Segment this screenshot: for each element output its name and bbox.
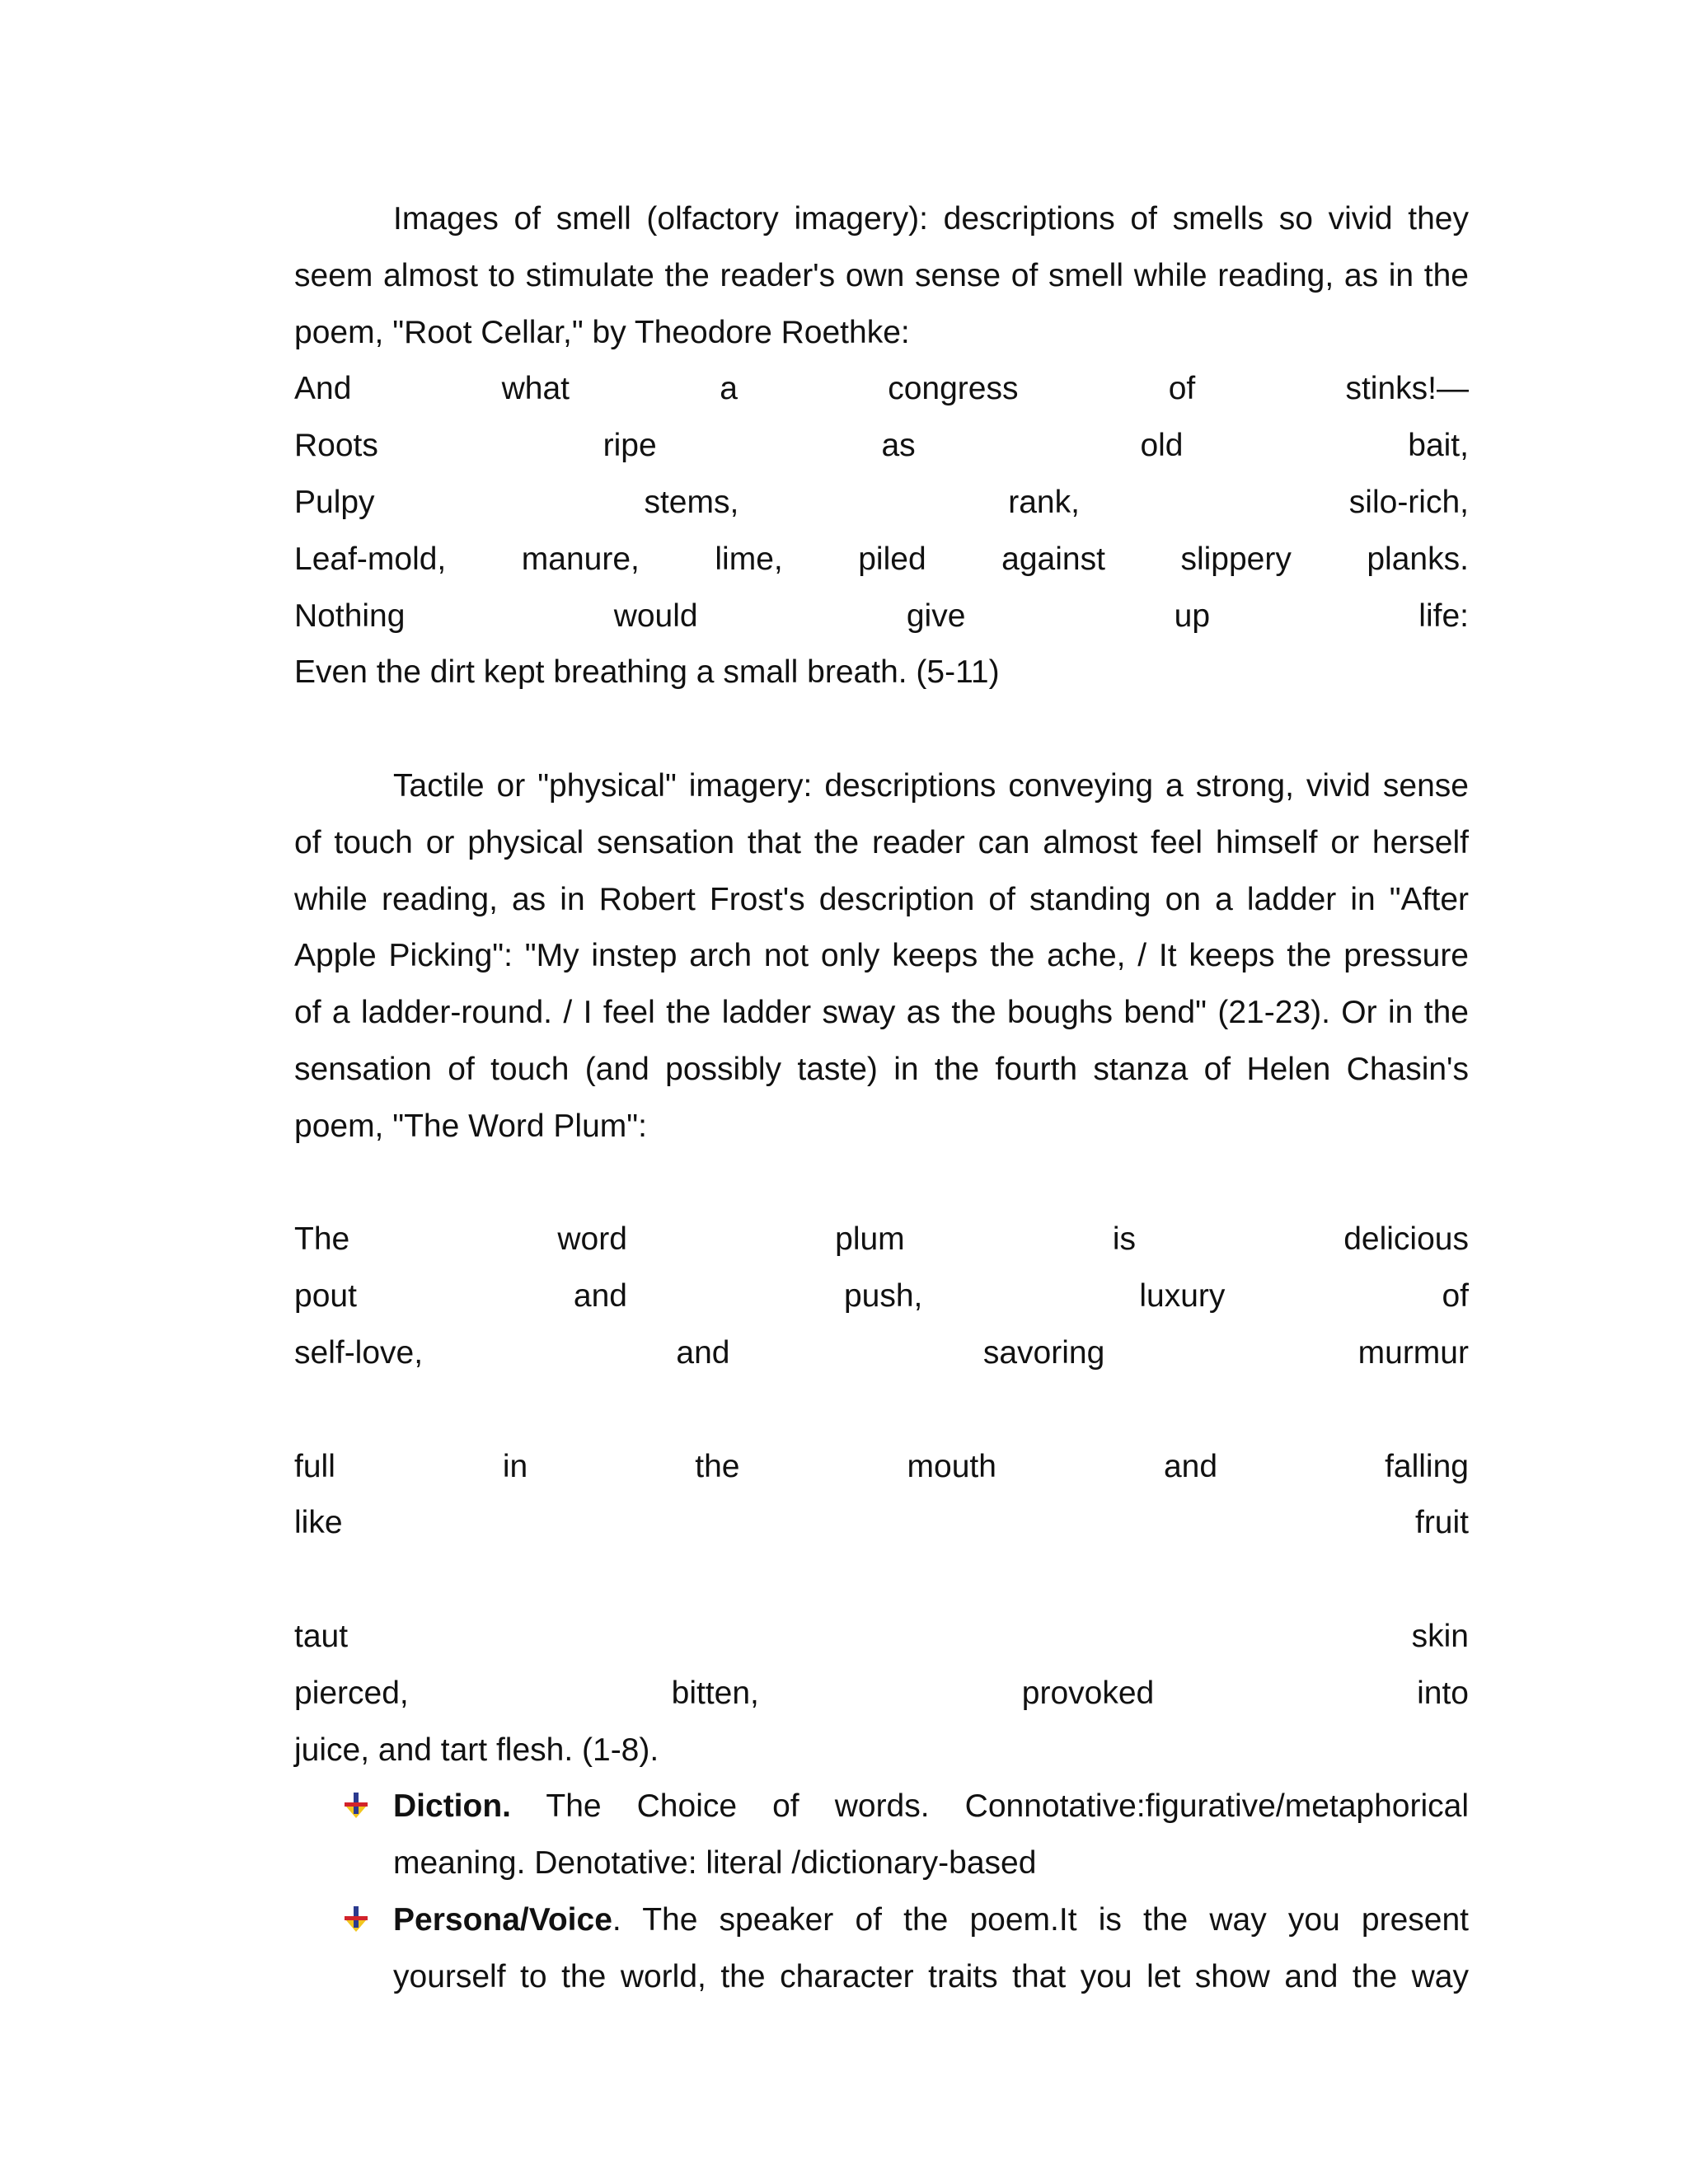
poem-word: pout — [294, 1278, 357, 1315]
poem-word: would — [613, 598, 698, 634]
poem-word: Roots — [294, 428, 378, 464]
poem-word: and — [573, 1278, 627, 1315]
poem-word: Leaf-mold, — [294, 541, 447, 577]
poem-word: bait, — [1408, 428, 1469, 464]
poem-line — [294, 475, 1469, 532]
bullet-definition: The Choice of words. Connotative:figurative/metaphorical — [546, 1788, 1469, 1825]
poem-word: of — [1168, 371, 1196, 407]
poem-word: delicious — [1343, 1221, 1469, 1258]
poem-word: Pulpy — [294, 484, 375, 520]
poem-word: the — [695, 1448, 740, 1484]
poem-word: mouth — [907, 1448, 996, 1484]
poem-word: taut — [294, 1618, 349, 1654]
poem-word: plum — [835, 1221, 905, 1258]
arrow-down-bullet-icon — [342, 1792, 370, 1820]
poem-line — [294, 1609, 1469, 1666]
bullet-line — [393, 1892, 1469, 1949]
bullet-definition: . The speaker of the poem.It is the way you present — [612, 1901, 1469, 1938]
poem-line — [294, 588, 1469, 645]
poem-line — [294, 1325, 1469, 1382]
blank-line — [294, 1552, 1469, 1609]
text-line: Images of smell (olfactory imagery): descriptions of smells so vivid they — [393, 201, 1469, 237]
poem-word: into — [1417, 1675, 1469, 1711]
poem-word: a — [720, 371, 738, 407]
poem-word: provoked — [1021, 1675, 1155, 1711]
poem-word: self-love, — [294, 1334, 424, 1371]
poem-word: congress — [888, 371, 1019, 407]
poem-citation-line: Even the dirt kept breathing a small breath. (5-11) — [294, 654, 1000, 691]
bullet-term: Diction. — [393, 1788, 511, 1825]
poem-line — [294, 1439, 1469, 1496]
poem-word-plum — [294, 1212, 1469, 1779]
poem-word: piled — [858, 541, 926, 577]
poem-word: against — [1001, 541, 1105, 577]
bullet-item-diction — [294, 1779, 1469, 1892]
poem-word: what — [501, 371, 570, 407]
poem-line — [294, 532, 1469, 588]
poem-word: word — [557, 1221, 627, 1258]
poem-word: manure, — [521, 541, 640, 577]
poem-line — [294, 1212, 1469, 1268]
blank-line — [294, 701, 1469, 758]
paragraph-tactile — [294, 758, 1469, 1155]
poem-word: like — [294, 1505, 343, 1541]
text-line: poem, "Root Cellar," by Theodore Roethke: — [294, 314, 910, 350]
poem-word: planks. — [1367, 541, 1469, 577]
document-page — [294, 191, 1469, 2006]
poem-word: give — [906, 598, 966, 634]
poem-citation-line: juice, and tart flesh. (1-8). — [294, 1732, 659, 1768]
poem-word: of — [1442, 1278, 1469, 1315]
poem-word: savoring — [982, 1334, 1105, 1371]
poem-word: lime, — [715, 541, 783, 577]
bullet-item-persona-voice — [294, 1892, 1469, 2006]
poem-word: life: — [1418, 598, 1469, 634]
poem-word: pierced, — [294, 1675, 409, 1711]
poem-word: stems, — [644, 484, 739, 520]
poem-word: stinks!— — [1345, 371, 1469, 407]
poem-word: silo-rich, — [1348, 484, 1469, 520]
poem-word: The — [294, 1221, 350, 1258]
text-line: of a ladder-round. / I feel the ladder sway as the boughs bend" (21-23). Or in the — [294, 995, 1469, 1031]
blank-line — [294, 1382, 1469, 1439]
poem-word: old — [1140, 428, 1184, 464]
text-line: of touch or physical sensation that the reader can almost feel himself or herself — [294, 824, 1469, 860]
poem-word: fruit — [1414, 1505, 1469, 1541]
poem-word: luxury — [1139, 1278, 1226, 1315]
poem-word: Nothing — [294, 598, 406, 634]
arrow-down-bullet-icon — [342, 1905, 370, 1933]
poem-word: and — [676, 1334, 730, 1371]
poem-line — [294, 1495, 1469, 1552]
text-line: poem, "The Word Plum": — [294, 1108, 647, 1144]
poem-root-cellar — [294, 361, 1469, 701]
text-line: Apple Picking": "My instep arch not only keeps the ache, / It keeps the pressure — [294, 938, 1469, 974]
poem-word: is — [1112, 1221, 1137, 1258]
bullet-line: yourself to the world, the character traits that you let show and the way — [393, 1958, 1469, 1994]
poem-line — [294, 1268, 1469, 1325]
poem-word: up — [1174, 598, 1211, 634]
text-line: Tactile or "physical" imagery: descriptions conveying a strong, vivid sense — [393, 767, 1469, 804]
bullet-line — [393, 1779, 1469, 1835]
bullet-term: Persona/Voice — [393, 1901, 612, 1938]
poem-word: ripe — [603, 428, 657, 464]
poem-line — [294, 418, 1469, 475]
poem-word: murmur — [1357, 1334, 1469, 1371]
text-line: sensation of touch (and possibly taste) in the fourth stanza of Helen Chasin's — [294, 1051, 1469, 1087]
bullet-line: meaning. Denotative: literal /dictionary-based — [393, 1845, 1037, 1882]
poem-word: slippery — [1180, 541, 1292, 577]
blank-line — [294, 1155, 1469, 1212]
paragraph-olfactory — [294, 191, 1469, 361]
poem-word: skin — [1411, 1618, 1469, 1654]
poem-word: bitten, — [671, 1675, 759, 1711]
poem-line — [294, 1666, 1469, 1722]
poem-word: push, — [843, 1278, 923, 1315]
poem-word: falling — [1385, 1448, 1469, 1484]
poem-line — [294, 361, 1469, 418]
poem-word: full — [294, 1448, 335, 1484]
poem-word: in — [502, 1448, 528, 1484]
text-line: while reading, as in Robert Frost's description of standing on a ladder in "After — [294, 881, 1469, 917]
poem-word: and — [1163, 1448, 1218, 1484]
poem-word: as — [881, 428, 916, 464]
poem-word: rank, — [1008, 484, 1080, 520]
text-line: seem almost to stimulate the reader's own sense of smell while reading, as in the — [294, 257, 1469, 293]
poem-word: And — [294, 371, 352, 407]
